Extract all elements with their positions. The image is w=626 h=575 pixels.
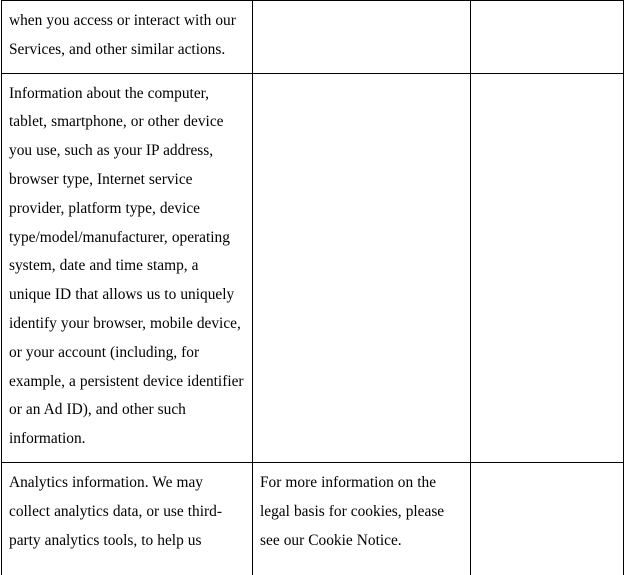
cell-text-r2c2 [253,74,470,98]
cell-text-r1c3 [471,1,623,25]
table-row [2,73,624,462]
table-row [2,462,624,575]
table-row [2,1,624,74]
table-cell-extra [471,1,624,74]
cell-text-r2c3 [471,74,623,98]
table-cell-category [2,462,253,575]
table-body [2,1,624,575]
cell-text-r1c1: when you access or interact with our Services, and other similar actions. [2,1,252,73]
table-cell-legal-basis [253,1,471,74]
cell-text-r2c1: Information about the computer, tablet, smartphone, or other device you use, such as your IP address, browser type, Internet service provider, platform type, device type/model/manufacturer, operating system, date and time stamp, a unique ID that allows us to uniquely identify your browser, mobile device, or your account (including, for example, a persistent device identifier or an Ad ID), and other such information. [2,74,252,462]
table-cell-category [2,1,253,74]
table-cell-extra [471,73,624,462]
table-cell-category [2,73,253,462]
cell-text-r3c3 [471,463,623,487]
cell-text-r3c2: For more information on the legal basis for cookies, please see our Cookie Notice. [253,463,470,563]
table-cell-extra [471,462,624,575]
cell-text-r1c2 [253,1,470,25]
table-cell-legal-basis [253,462,471,575]
cell-text-r3c1: Analytics information. We may collect analytics data, or use third-party analytics tools, to help us [2,463,252,563]
table-cell-legal-basis [253,73,471,462]
privacy-policy-table [1,0,624,575]
